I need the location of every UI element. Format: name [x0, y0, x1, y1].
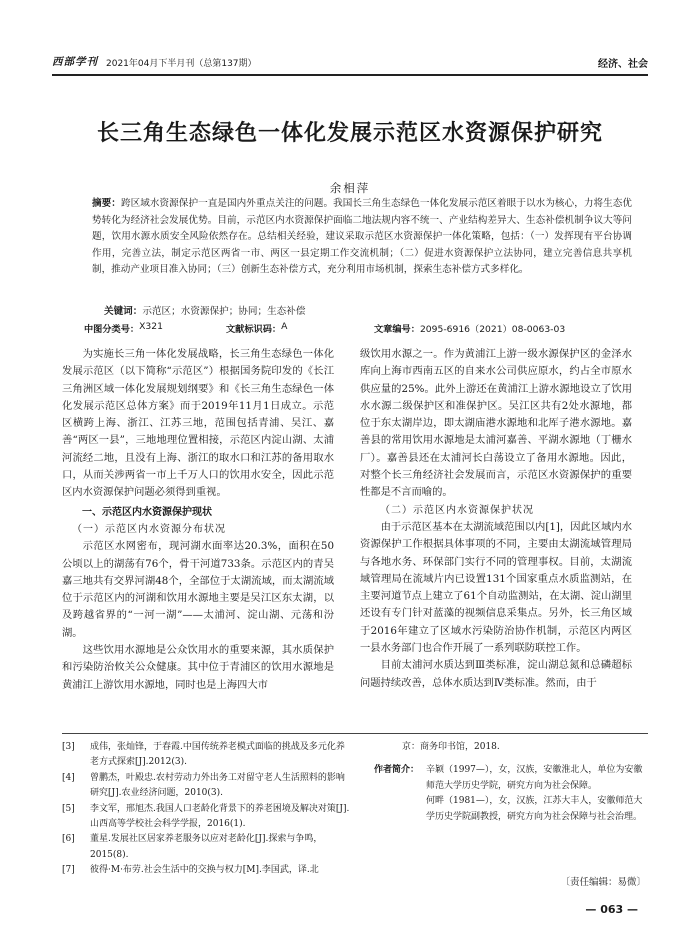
section-heading: 一、示范区内水资源保护现状 — [82, 506, 212, 518]
subsection-heading: （一）示范区内水资源分布状况 — [72, 523, 226, 535]
reference-text: 曾鹏杰，叶殿忠.农村劳动力外出务工对留守老人生活照料的影响研究[J].农业经济问题，2010(3). — [90, 772, 345, 799]
reference-item — [62, 802, 352, 833]
paragraph: 级饮用水源之一。作为黄浦江上游一级水源保护区的金泽水库向上海市西南五区的自来水公司供应原水，约占全市原水供应量的25%。此外上游还在黄浦江上游水源地设立了饮用水水源二级保护区和准保护区。吴江区共有2处水源地，都位于东太湖岸边，即太湖庙港水源地和北厍子港水源地。嘉善县的常用饮用水源地是太浦河嘉善、平湖水源地（丁栅水厂）。嘉善县还在太浦河长白荡设立了备用水源地。因此，对整个长三角经济社会发展而言，示范区水资源保护的重要性都是不言而喻的。 — [360, 348, 632, 499]
body-column-right — [360, 346, 632, 692]
article-value: 2095-6916（2021）08-0063-03 — [419, 324, 566, 335]
paragraph: 示范区水网密布，现河湖水面率达20.3%，面积在50公顷以上的湖荡有76个，骨干河道733条。示范区内的青吴嘉三地共有交界河湖48个，全部位于太湖流域，而太湖流域位于示范区内的河湖和饮用水源地主要是吴江区东太湖，以及跨越省界的“一河一湖”——太浦河、淀山湖、元荡和汾湖。 — [62, 540, 334, 639]
reference-item — [62, 832, 352, 863]
doc-value: A — [281, 321, 288, 332]
author-bio-line: 何畔（1981—），女，汉族，江苏大丰人，安徽师范大学历史学院副教授，研究方向为社会保障与社会治理。 — [426, 796, 643, 822]
article-label: 文章编号： — [374, 324, 420, 335]
keywords — [104, 303, 624, 317]
journal-logo: 西部学刊 — [52, 56, 98, 68]
reference-number: [5] — [62, 803, 75, 814]
paragraph: 由于示范区基本在太湖流域范围以内[1]，因此区域内水资源保护工作根据具体事项的不同，主要由太湖流域管理局与各地水务、环保部门实行不同的管理事权。目前，太湖流域管理局在流域片内已设置131个国家重点水质监测站，在主要河道节点上建立了61个自动监测站，在太湖、淀山湖里还设有专门针对蓝藻的视频信息采集点。另外，长三角区域于2016年建立了区域水污染防治协作机制，示范区内两区一县水务部门也合作开展了一系列联防联控工作。 — [360, 520, 633, 655]
issue-info: 2021年04月下半月刊（总第137期） — [106, 59, 257, 69]
reference-item — [62, 771, 352, 802]
reference-item — [62, 863, 352, 878]
doc-label: 文献标识码： — [226, 324, 282, 335]
author-bio — [374, 763, 648, 825]
reference-text: 彼得·M·布劳.社会生活中的交换与权力[M].李国武，译.北 — [90, 865, 319, 876]
abstract — [92, 196, 632, 279]
body-column-left — [62, 346, 334, 694]
reference-text: 李文军，邢旭杰.我国人口老龄化背景下的养老困境及解决对策[J].山西高等学校社会科学学报，2016(1). — [90, 803, 350, 830]
paragraph: 这些饮用水源地是公众饮用水的重要来源，其水质保护和污染防治攸关公众健康。其中位于青浦区的饮用水源地是黄浦江上游饮用水源地，同时也是上海四大市 — [62, 644, 334, 691]
author-bio-label: 作者简介： — [374, 765, 420, 776]
section-name: 经济、社会 — [598, 59, 648, 70]
reference-number: [3] — [62, 742, 75, 752]
references-list — [62, 740, 352, 879]
reference-continuation: 京：商务印书馆，2018. — [402, 742, 500, 752]
keywords-text: 示范区；水资源保护；协同；生态补偿 — [142, 306, 306, 317]
clc-label: 中图分类号： — [84, 324, 140, 335]
keywords-label: 关键词： — [104, 306, 143, 317]
reference-text: 成伟，张灿锋，于春霞.中国传统养老模式面临的挑战及多元化养老方式探索[J].2012(3). — [90, 742, 345, 768]
references-right-column — [374, 740, 648, 825]
article-author: 余相萍 — [329, 181, 371, 195]
references-rule — [62, 733, 648, 734]
responsible-editor: 〔责任编辑：易微〕 — [560, 877, 646, 888]
article-number — [374, 321, 566, 335]
reference-text: 董星.发展社区居家养老服务以应对老龄化[J].探索与争鸣，2015(8). — [90, 834, 323, 860]
reference-number: [4] — [62, 772, 75, 783]
document-code — [226, 321, 288, 335]
subsection-heading: （二）示范区内水资源保护状况 — [380, 504, 534, 516]
running-header — [52, 52, 648, 74]
reference-number: [7] — [62, 865, 75, 876]
header-rule — [52, 74, 648, 76]
abstract-label: 摘要： — [92, 198, 121, 209]
paragraph: 目前太浦河水质达到Ⅲ类标准，淀山湖总氮和总磷超标问题持续改善，总体水质达到Ⅳ类标准。然而，由于 — [360, 659, 632, 689]
clc-number — [84, 321, 163, 335]
page-number: — 063 — — [585, 903, 638, 916]
reference-item — [62, 740, 352, 771]
author-bio-line: 辛颖（1997—），女，汉族，安徽淮北人，单位为安徽师范大学历史学院，研究方向为社会保障。 — [426, 765, 643, 791]
abstract-text: 跨区域水资源保护一直是国内外重点关注的问题。我国长三角生态绿色一体化发展示范区着眼于以水为核心，力将生态优势转化为经济社会发展优势。目前，示范区内水资源保护面临二地法规内容不统一、产业结构差异大、生态补偿机制争议大等问题，饮用水源水质安全风险依然存在。总结相关经验，建议采取示范区水资源保护一体化策略，包括：（一）发挥现有平台协调作用，完善立法，制定示范区两省一市、两区一县定期工作交流机制；（二）促进水资源保护立法协同，建立完善信息共享机制，推动产业项目准入协同；（三）创新生态补偿方式，充分利用市场机制，探索生态补偿方式多样化。 — [92, 198, 633, 276]
reference-number: [6] — [62, 834, 75, 845]
paragraph: 为实施长三角一体化发展战略，长三角生态绿色一体化发展示范区（以下简称“示范区”）根据国务院印发的《长江三角洲区域一体化发展规划纲要》和《长三角生态绿色一体化发展示范区总体方案》而于2019年11月1日成立。示范区横跨上海、浙江、江苏三地，范围包括青浦、吴江、嘉善“两区一县”，三地地理位置相接，示范区内淀山湖、太浦河流经二地，且没有上海、浙江的取水口和江苏的备用取水口，从而关涉两省一市上千万人口的饮用水安全，因此示范区内水资源保护问题必须得到重视。 — [62, 348, 334, 499]
clc-value: X321 — [139, 321, 163, 332]
article-title: 长三角生态绿色一体化发展示范区水资源保护研究 — [96, 120, 603, 146]
